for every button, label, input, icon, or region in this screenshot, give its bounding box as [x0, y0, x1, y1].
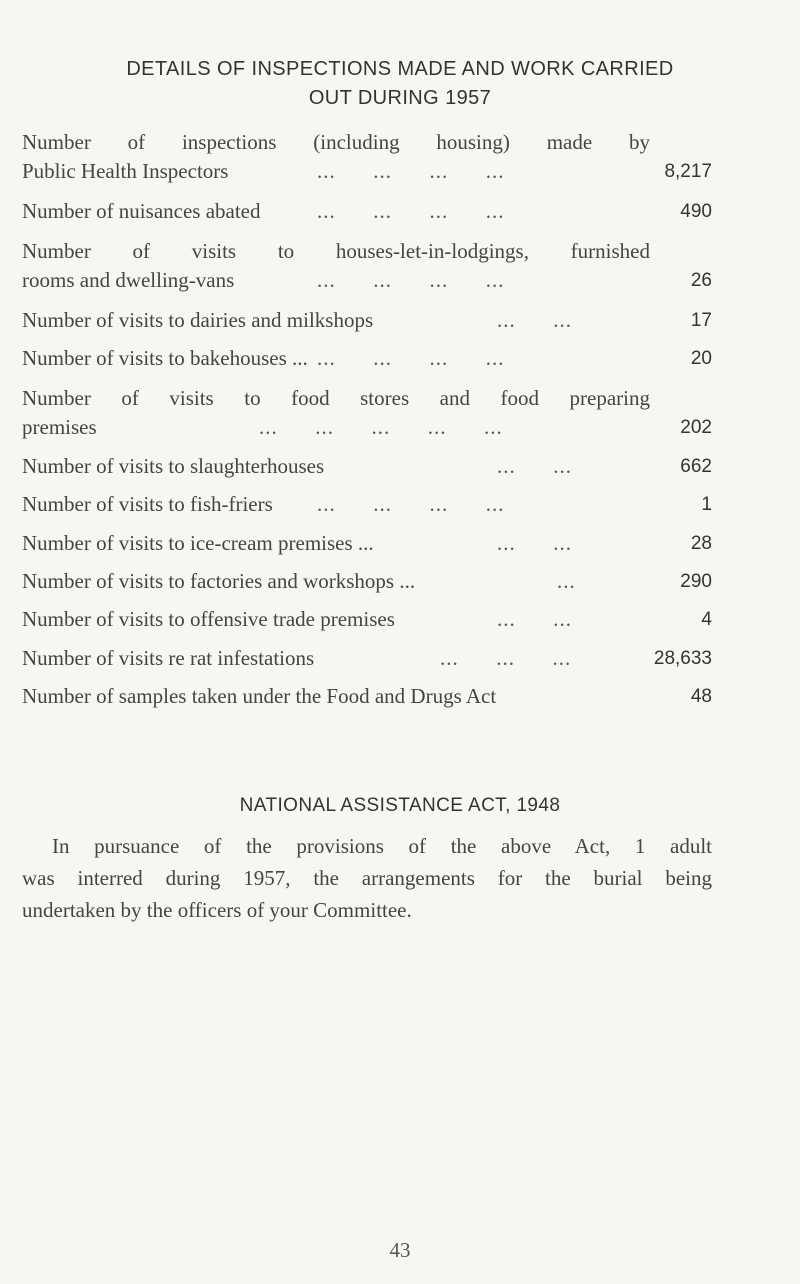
- paragraph-line: was interred during 1957, the arrangements for the burial being: [22, 866, 712, 890]
- row-label-line-2: rooms and dwelling-vans: [22, 268, 235, 292]
- row-label-line-1: Number of visits to dairies and milkshops: [22, 308, 374, 332]
- inspection-row: Number of visits re rat infestations ... ... ... 28,633: [22, 644, 712, 673]
- row-label-line-1: Number of visits to slaughterhouses: [22, 454, 325, 478]
- row-label-line-1: Number of inspections (including housing) made by: [22, 130, 650, 154]
- row-label-line-1: Number of visits to offensive trade premises: [22, 607, 395, 631]
- row-label-line-1: Number of visits to fish-friers: [22, 492, 273, 516]
- row-value: 490: [680, 201, 712, 222]
- inspection-row: [22, 682, 712, 711]
- section-paragraph: [22, 830, 712, 926]
- inspection-row: Number of visits to ice-cream premises ... ... ... 28: [22, 529, 712, 558]
- paragraph-line: undertaken by the officers of your Committee.: [22, 898, 412, 922]
- row-value: 202: [680, 417, 712, 438]
- inspection-row: Number of visits to food stores and food preparing premises ... ... ... ... ... 202: [22, 384, 712, 442]
- row-value: 48: [690, 686, 712, 707]
- row-label-line-2: premises: [22, 415, 97, 439]
- inspection-row: Number of visits to houses-let-in-lodgings, furnished rooms and dwelling-vans ... ... ... ... 26: [22, 237, 712, 295]
- inspection-row: Number of visits to dairies and milkshops ... ... 17: [22, 306, 712, 335]
- page-number: 43: [389, 1238, 411, 1262]
- row-value: 17: [690, 310, 712, 331]
- row-value: 28,633: [653, 648, 712, 669]
- row-value: 26: [690, 270, 712, 291]
- row-value: 28: [690, 533, 712, 554]
- inspection-row: Number of visits to offensive trade premises ... ... 4: [22, 605, 712, 634]
- row-label-line-1: Number of visits to factories and workshops ...: [22, 569, 416, 593]
- row-label-line-1: Number of visits to ice-cream premises ...: [22, 531, 374, 555]
- inspection-row: Number of visits to bakehouses ... ... ... ... ... 20: [22, 344, 712, 373]
- row-value: 8,217: [664, 161, 712, 182]
- row-label-line-1: Number of visits re rat infestations: [22, 646, 315, 670]
- inspection-row: Number of inspections (including housing) made by Public Health Inspectors ... ... ... ... 8,217: [22, 128, 712, 186]
- row-label-line-1: Number of nuisances abated: [22, 199, 261, 223]
- page-title-line-2: OUT DURING 1957: [308, 87, 492, 109]
- row-label-line-1: Number of samples taken under the Food and Drugs Act: [22, 684, 497, 708]
- row-label-line-1: Number of visits to food stores and food preparing: [22, 386, 650, 410]
- inspection-row: Number of visits to slaughterhouses ... ... 662: [22, 452, 712, 481]
- inspection-row: Number of visits to fish-friers ... ... ... ... 1: [22, 490, 712, 519]
- row-value: 290: [680, 571, 712, 592]
- page-title-line-1: DETAILS OF INSPECTIONS MADE AND WORK CARRIED: [126, 58, 674, 80]
- row-label-line-2: Public Health Inspectors: [22, 159, 229, 183]
- row-value: 20: [690, 348, 712, 369]
- row-value: 662: [680, 456, 712, 477]
- row-label-line-1: Number of visits to houses-let-in-lodgings, furnished: [22, 239, 650, 263]
- inspection-row: Number of nuisances abated ... ... ... ... 490: [22, 197, 712, 226]
- row-value: 4: [701, 609, 712, 630]
- paragraph-line: In pursuance of the provisions of the above Act, 1 adult: [52, 834, 712, 858]
- inspection-row: Number of visits to factories and workshops ... ... 290: [22, 567, 712, 596]
- row-value: 1: [701, 494, 712, 515]
- row-label-line-1: Number of visits to bakehouses ...: [22, 346, 308, 370]
- section-heading: NATIONAL ASSISTANCE ACT, 1948: [239, 795, 561, 816]
